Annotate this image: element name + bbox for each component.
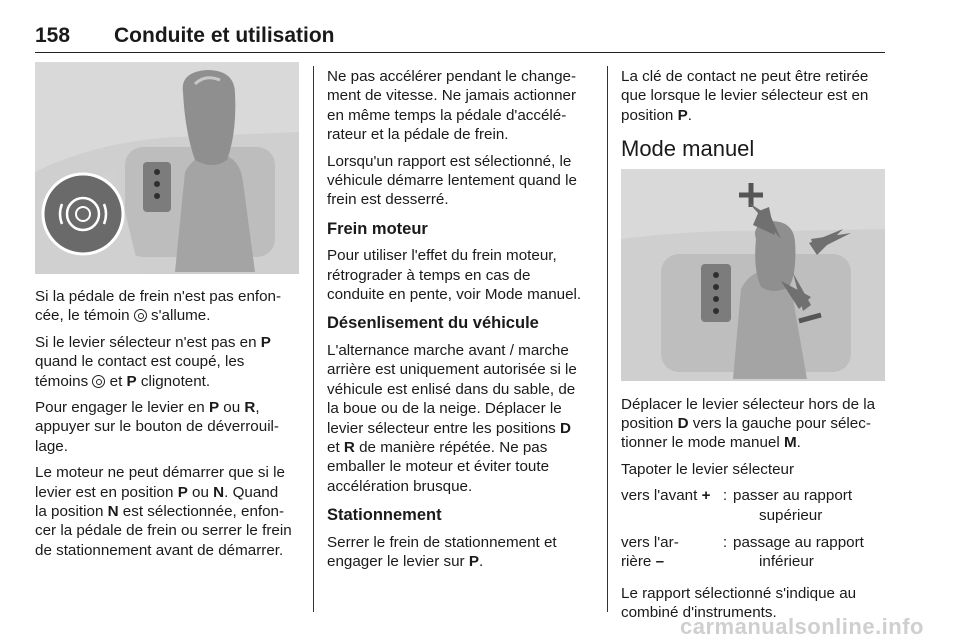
paragraph-4: Le moteur ne peut démarrer que si le levier est en position P ou N. Quand la position N est sélectionnée, enfon- cer la pédale de frein ou serrer le frein de stationnement avant de démarrer. <box>35 464 292 559</box>
paragraph-6: Lorsqu'un rapport est sélectionné, le véhicule démarre lentement quand le frein est desserré. <box>327 152 577 209</box>
minus-icon: – <box>655 553 665 571</box>
paragraph-5: Ne pas accélérer pendant le change- ment de vitesse. Ne jamais actionner en même temps la pédale d'accélé- rateur et la pédale de frein. <box>327 68 577 144</box>
footer <box>0 614 960 642</box>
paragraph-13: Le rapport sélectionné s'indique au combiné d'instruments. <box>621 584 857 622</box>
paragraph-9: Serrer le frein de stationnement et engager le levier sur P. <box>327 533 557 570</box>
gear-lever-photo <box>35 62 299 274</box>
manual-mode-photo <box>621 169 885 381</box>
page-number: 158 <box>35 24 71 47</box>
watermark: carmanualsonline.info <box>680 614 924 639</box>
paragraph-11: Déplacer le levier sélecteur hors de la position D vers la gauche pour sélec- tionner le mode manuel M. <box>621 395 876 452</box>
column-divider-1 <box>313 66 314 612</box>
gear-lever-illustration <box>35 62 299 274</box>
paragraph-12: Tapoter le levier sélecteur <box>621 460 795 478</box>
page-header <box>35 22 885 53</box>
paragraph-2: Si le levier sélecteur n'est pas en P quand le contact est coupé, les témoins et P clignotent. <box>35 333 271 390</box>
manual-mode-illustration <box>621 169 885 381</box>
heading-frein-moteur: Frein moteur <box>327 219 428 238</box>
heading-stationnement: Stationnement <box>327 506 442 525</box>
column-divider-2 <box>607 66 608 612</box>
paragraph-7: Pour utiliser l'effet du frein moteur, rétrograder à temps en cas de conduite en pente, voir Mode manuel. <box>327 247 582 304</box>
paragraph-1: Si la pédale de frein n'est pas enfon- cée, le témoin s'allume. <box>35 288 282 325</box>
column-3 <box>621 67 887 630</box>
shift-definition-row-2: vers l'ar- rière – : passage au rapport inférieur <box>621 534 864 571</box>
paragraph-10: La clé de contact ne peut être retirée que lorsque le levier sélecteur est en position P. <box>621 68 869 124</box>
plus-icon: + <box>701 487 711 505</box>
paragraph-8: L'alternance marche avant / marche arrière est uniquement autorisée si le véhicule est enlisé dans du sable, de la boue ou de la neige. Déplacer le levier sélecteur entre les positions D et R de manière répétée. Ne pas emballer le moteur et éviter toute accélération brusque. <box>327 341 577 495</box>
paragraph-3: Pour engager le levier en P ou R, appuyer sur le bouton de déverrouil- lage. <box>35 399 279 455</box>
column-2 <box>327 67 591 578</box>
column-1 <box>35 62 299 567</box>
shift-definition-row-1: vers l'avant + : passer au rapport supérieur <box>621 487 853 524</box>
brake-warning-icon <box>134 309 147 322</box>
heading-desenlisement: Désenlisement du véhicule <box>327 314 539 333</box>
brake-warning-icon <box>92 375 105 388</box>
heading-mode-manuel: Mode manuel <box>621 136 755 162</box>
chapter-title: Conduite et utilisation <box>114 24 335 47</box>
